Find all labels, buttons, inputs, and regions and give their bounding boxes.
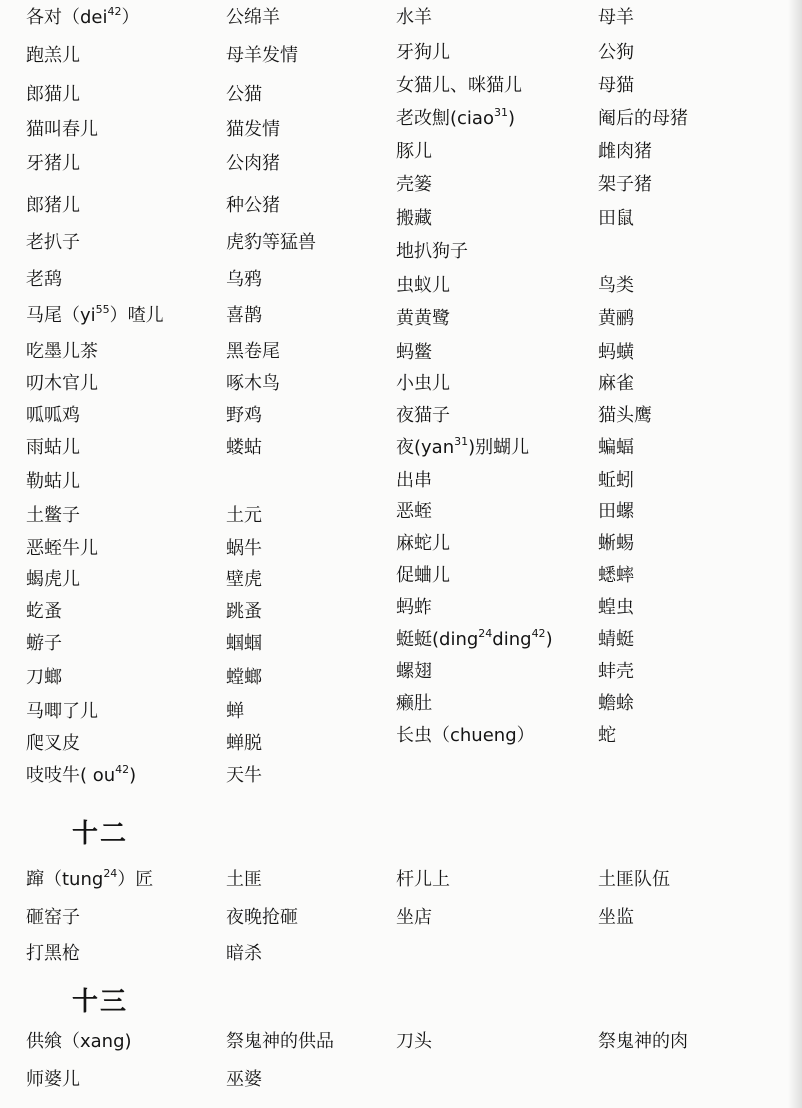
standard-meaning: 公绵羊 xyxy=(226,7,280,28)
dialect-term: 叨木官儿 xyxy=(26,373,98,394)
entry-row-right xyxy=(0,368,802,400)
dialect-term: 癞肚 xyxy=(396,693,432,714)
entry-row-right xyxy=(0,496,802,528)
standard-meaning: 乌鸦 xyxy=(226,269,262,290)
entry-row-right xyxy=(0,303,802,335)
entry-row-right xyxy=(0,432,802,464)
dialect-term: 郎猪儿 xyxy=(26,195,80,216)
entry-row-right xyxy=(0,337,802,369)
standard-meaning: 蝙蝠 xyxy=(598,437,634,458)
dialect-term: 马尾$(yi^{55})$喳儿 xyxy=(26,303,164,326)
section_13-row xyxy=(0,1026,802,1058)
standard-meaning: 土匪队伍 xyxy=(598,869,670,890)
standard-meaning: 啄木鸟 xyxy=(226,373,280,394)
dialect-term: 爬叉皮 xyxy=(26,733,80,754)
standard-meaning: 土元 xyxy=(226,505,262,526)
dialect-term: 出串 xyxy=(396,470,432,491)
dialect-term: 促蛐儿 xyxy=(396,565,450,586)
dialect-term: 师婆儿 xyxy=(26,1069,80,1090)
dialect-term: 砸窑子 xyxy=(26,907,80,928)
entry-row-right xyxy=(0,169,802,201)
standard-meaning: 巫婆 xyxy=(226,1069,262,1090)
dialect-term: 马唧了儿 xyxy=(26,701,98,722)
standard-meaning: 祭鬼神的肉 xyxy=(598,1031,688,1052)
section-heading-13: 十三 xyxy=(72,987,129,1017)
entry-row-right xyxy=(0,560,802,592)
dialect-term: 牙猪儿 xyxy=(26,153,80,174)
standard-meaning: 黑卷尾 xyxy=(226,341,280,362)
standard-meaning: 蝗虫 xyxy=(598,597,634,618)
section_12-row xyxy=(0,864,802,896)
dialect-term: 老鸹 xyxy=(26,269,62,290)
dialect-term: 夜猫子 xyxy=(396,405,450,426)
standard-meaning: 阉后的母猪 xyxy=(598,108,688,129)
standard-meaning: 公狗 xyxy=(598,42,634,63)
entry-row-right xyxy=(0,270,802,302)
dialect-term: 供飨（xang) xyxy=(26,1031,132,1052)
entry-row-right xyxy=(0,592,802,624)
dialect-term: 地扒狗子 xyxy=(396,241,468,262)
standard-meaning: 公肉猪 xyxy=(226,153,280,174)
section_12-row xyxy=(0,902,802,934)
dialect-term: 老扒子 xyxy=(26,232,80,253)
standard-meaning: 母羊发情 xyxy=(226,45,298,66)
dialect-term: 女猫儿、咪猫儿 xyxy=(396,75,522,96)
standard-meaning: 蟋蟀 xyxy=(598,565,634,586)
standard-meaning: 跳蚤 xyxy=(226,601,262,622)
dialect-term: 麻蛇儿 xyxy=(396,533,450,554)
section_13-row xyxy=(0,1064,802,1096)
entry-row-right xyxy=(0,236,802,268)
dialect-term: 蚂蚱 xyxy=(396,597,432,618)
dialect-term: 刀螂 xyxy=(26,667,62,688)
standard-meaning: 夜晚抢砸 xyxy=(226,907,298,928)
standard-meaning: 蛇 xyxy=(598,725,616,746)
dialect-term: 壳篓 xyxy=(396,174,432,195)
standard-meaning: 野鸡 xyxy=(226,405,262,426)
dialect-term: 土鳖子 xyxy=(26,505,80,526)
entry-row-right xyxy=(0,465,802,497)
standard-meaning: 蝼蛄 xyxy=(226,437,262,458)
standard-meaning: 蚂蟥 xyxy=(598,342,634,363)
dialect-term: 蝣子 xyxy=(26,633,62,654)
standard-meaning: 猫发情 xyxy=(226,119,280,140)
entry-row-right xyxy=(0,2,802,34)
dialect-term: 刀头 xyxy=(396,1031,432,1052)
standard-meaning: 螳螂 xyxy=(226,667,262,688)
dialect-term: 虫蚁儿 xyxy=(396,275,450,296)
dialect-term: 呱呱鸡 xyxy=(26,405,80,426)
standard-meaning: 喜鹊 xyxy=(226,305,262,326)
dialect-term: 雨蛄儿 xyxy=(26,437,80,458)
entry-row-right xyxy=(0,528,802,560)
dialect-term: 螺翅 xyxy=(396,661,432,682)
dialect-term: 恶蛭 xyxy=(396,501,432,522)
standard-meaning: 田鼠 xyxy=(598,208,634,229)
dialect-term: 豚儿 xyxy=(396,141,432,162)
dialect-term: 黄黄鹭 xyxy=(396,308,450,329)
standard-meaning: 蜥蜴 xyxy=(598,533,634,554)
standard-meaning: 种公猪 xyxy=(226,195,280,216)
dialect-term: 跑羔儿 xyxy=(26,45,80,66)
standard-meaning: 蜻蜓 xyxy=(598,629,634,650)
standard-meaning: 田螺 xyxy=(598,501,634,522)
dialect-term: 打黑枪 xyxy=(26,943,80,964)
entry-row-right xyxy=(0,203,802,235)
standard-meaning: 猫头鹰 xyxy=(598,405,652,426)
dialect-term: 吱吱牛( $ou^{42}$) xyxy=(26,763,137,786)
standard-meaning: 母猫 xyxy=(598,75,634,96)
dialect-term: 虼蚤 xyxy=(26,601,62,622)
dialect-term: 搬藏 xyxy=(396,208,432,229)
standard-meaning: 架子猪 xyxy=(598,174,652,195)
standard-meaning: 虎豹等猛兽 xyxy=(226,232,316,253)
section-heading-12: 十二 xyxy=(72,819,129,849)
dialect-term: 蜓蜓(ding$^{24}$ding$^{42}$) xyxy=(396,627,553,650)
entry-row-right xyxy=(0,688,802,720)
dialect-term: 蹿（tung$^{24}$）匠 xyxy=(26,867,154,890)
standard-meaning: 壁虎 xyxy=(226,569,262,590)
standard-meaning: 鸟类 xyxy=(598,275,634,296)
dialect-term: 蚂鳖 xyxy=(396,342,432,363)
standard-meaning: 黄鹂 xyxy=(598,308,634,329)
entry-row-right xyxy=(0,37,802,69)
standard-meaning: 蟾蜍 xyxy=(598,693,634,714)
standard-meaning: 天牛 xyxy=(226,765,262,786)
dialect-term: 夜(yan$^{31}$)别蝴儿 xyxy=(396,435,530,458)
standard-meaning: 土匪 xyxy=(226,869,262,890)
entry-row-right xyxy=(0,400,802,432)
dialect-term: 吃墨儿茶 xyxy=(26,341,98,362)
dialect-term: 各对（dei$^{42}$） xyxy=(26,5,140,28)
dialect-term: 猫叫春儿 xyxy=(26,119,98,140)
entry-row-right xyxy=(0,103,802,135)
dialect-term: 坐店 xyxy=(396,907,432,928)
standard-meaning: 蝉 xyxy=(226,701,244,722)
dialect-term: 小虫儿 xyxy=(396,373,450,394)
standard-meaning: 祭鬼神的供品 xyxy=(226,1031,334,1052)
standard-meaning: 蚌壳 xyxy=(598,661,634,682)
standard-meaning: 坐监 xyxy=(598,907,634,928)
standard-meaning: 母羊 xyxy=(598,7,634,28)
entry-row-right xyxy=(0,624,802,656)
standard-meaning: 雌肉猪 xyxy=(598,141,652,162)
standard-meaning: 蝉脱 xyxy=(226,733,262,754)
dialect-term: 牙狗儿 xyxy=(396,42,450,63)
entry-row-right xyxy=(0,720,802,752)
dialect-term: 郎猫儿 xyxy=(26,84,80,105)
standard-meaning: 蚯蚓 xyxy=(598,470,634,491)
standard-meaning: 蝈蝈 xyxy=(226,633,262,654)
standard-meaning: 公猫 xyxy=(226,84,262,105)
standard-meaning: 暗杀 xyxy=(226,943,262,964)
dialect-term: 蝎虎儿 xyxy=(26,569,80,590)
dialect-term: 杆儿上 xyxy=(396,869,450,890)
dialect-term: 水羊 xyxy=(396,7,432,28)
entry-row-right xyxy=(0,70,802,102)
dialect-term: 长虫（chueng） xyxy=(396,725,535,746)
standard-meaning: 麻雀 xyxy=(598,373,634,394)
entry-row-left xyxy=(0,760,802,792)
dialect-term: 老改劁(ciao$^{31}$) xyxy=(396,106,515,129)
standard-meaning: 蜗牛 xyxy=(226,538,262,559)
dialect-term: 勒蛄儿 xyxy=(26,471,80,492)
entry-row-right xyxy=(0,136,802,168)
entry-row-right xyxy=(0,656,802,688)
section_12-row xyxy=(0,938,802,970)
dialect-term: 恶蛭牛儿 xyxy=(26,538,98,559)
